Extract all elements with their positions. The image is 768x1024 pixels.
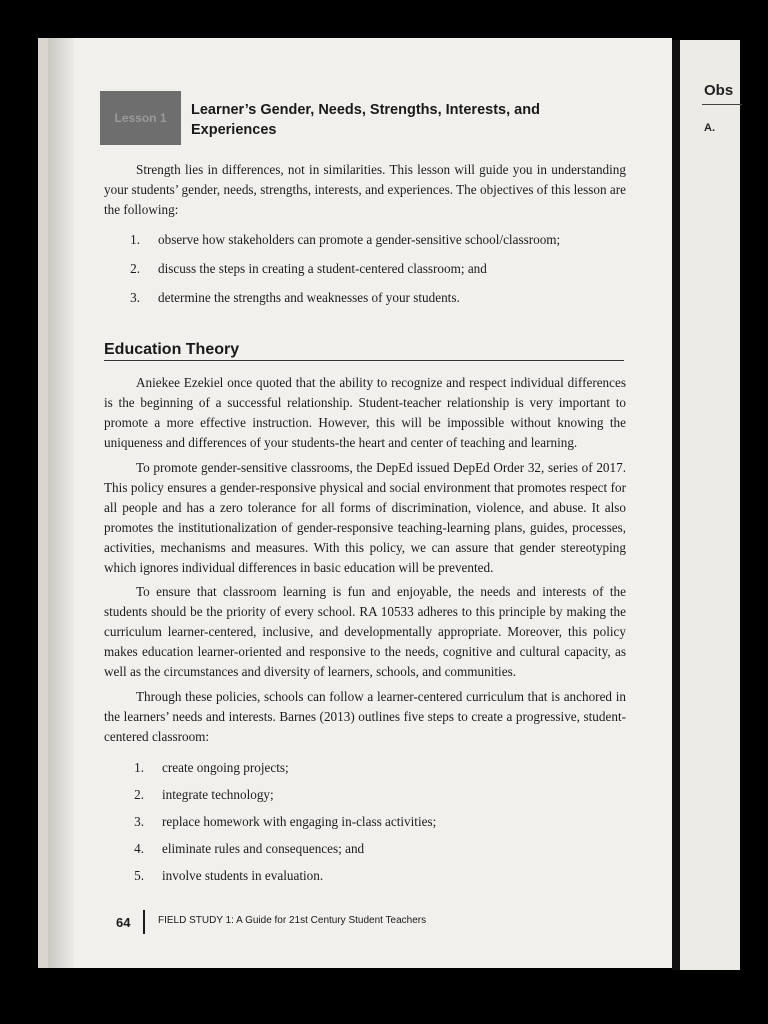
list-item-number: 3. [130, 290, 140, 305]
body-paragraph: Through these policies, schools can follow a learner-centered curriculum that is anchored in the learners’ needs and interests. Barnes (2013) outlines five steps to create a progressive, student-centered classroom: [104, 689, 626, 744]
list-item-text: observe how stakeholders can promote a gender-sensitive school/classroom; [158, 232, 561, 247]
page-gutter [672, 40, 680, 970]
list-item-text: create ongoing projects; [162, 760, 289, 775]
body-paragraph: To ensure that classroom learning is fun and enjoyable, the needs and interests of the students should be the priority of every school. RA 10533 adheres to this principle by making the curriculum learner-centered, inclusive, and developmentally appropriate. Moreover, this policy makes education learner-oriented and responsive to the needs, cognitive and cultural capacity, as well as the circumstances and diversity of learners, schools, and communities. [104, 584, 626, 679]
steps-list [130, 760, 436, 895]
page-number: 64 [116, 915, 131, 930]
list-item [130, 760, 436, 787]
list-item-text: discuss the steps in creating a student-centered classroom; and [158, 261, 487, 276]
list-item-number: 3. [134, 814, 144, 829]
body-paragraph: To promote gender-sensitive classrooms, the DepEd issued DepEd Order 32, series of 2017. This policy ensures a gender-responsive physical and social environment that promotes respect for all people and has a zero tolerance for all forms of discrimination, violence, and abuse. It also promotes the institutionalization of gender-responsive teaching-learning plans, guides, processes, activities, mechanisms and measures. With this policy, we can assure that gender stereotyping which ignores individual differences in basic education will be prevented. [104, 460, 626, 575]
footer-divider [143, 910, 145, 934]
section-divider [104, 360, 624, 361]
intro-paragraph: Strength lies in differences, not in similarities. This lesson will guide you in understanding your students’ gender, needs, strengths, interests, and experiences. The objectives of this lesson are the following: [104, 162, 626, 217]
section-heading: Education Theory [104, 341, 240, 358]
running-footer: FIELD STUDY 1: A Guide for 21st Century Student Teachers [158, 915, 427, 926]
body-paragraph: Aniekee Ezekiel once quoted that the ability to recognize and respect individual differences is the beginning of a successful relationship. Student-teacher relationship is very important to promote a more effective instruction. However, this will be impossible without knowing the uniqueness and differences of your students-the heart and center of teaching and learning. [104, 375, 626, 450]
list-item [126, 290, 560, 319]
list-item-number: 5. [134, 868, 144, 883]
lesson-title: Learner’s Gender, Needs, Strengths, Interests, and Experiences [191, 102, 540, 138]
next-page-rule [702, 104, 742, 105]
list-item-number: 4. [134, 841, 144, 856]
list-item-number: 1. [134, 760, 144, 775]
list-item [126, 261, 560, 290]
list-item [130, 841, 436, 868]
next-page-heading: Obs [704, 82, 734, 99]
objectives-list [126, 232, 560, 319]
list-item-number: 2. [130, 261, 140, 276]
next-page [680, 40, 740, 970]
lesson-badge: Lesson 1 [100, 91, 181, 145]
list-item [126, 232, 560, 261]
list-item-text: determine the strengths and weaknesses of your students. [158, 290, 460, 305]
list-item-text: involve students in evaluation. [162, 868, 324, 883]
list-item [130, 814, 436, 841]
list-item [130, 868, 436, 895]
list-item-number: 2. [134, 787, 144, 802]
next-page-subheading: A. [704, 122, 715, 134]
list-item-text: integrate technology; [162, 787, 274, 802]
list-item-text: eliminate rules and consequences; and [162, 841, 365, 856]
list-item-text: replace homework with engaging in-class activities; [162, 814, 437, 829]
list-item [130, 787, 436, 814]
list-item-number: 1. [130, 232, 140, 247]
